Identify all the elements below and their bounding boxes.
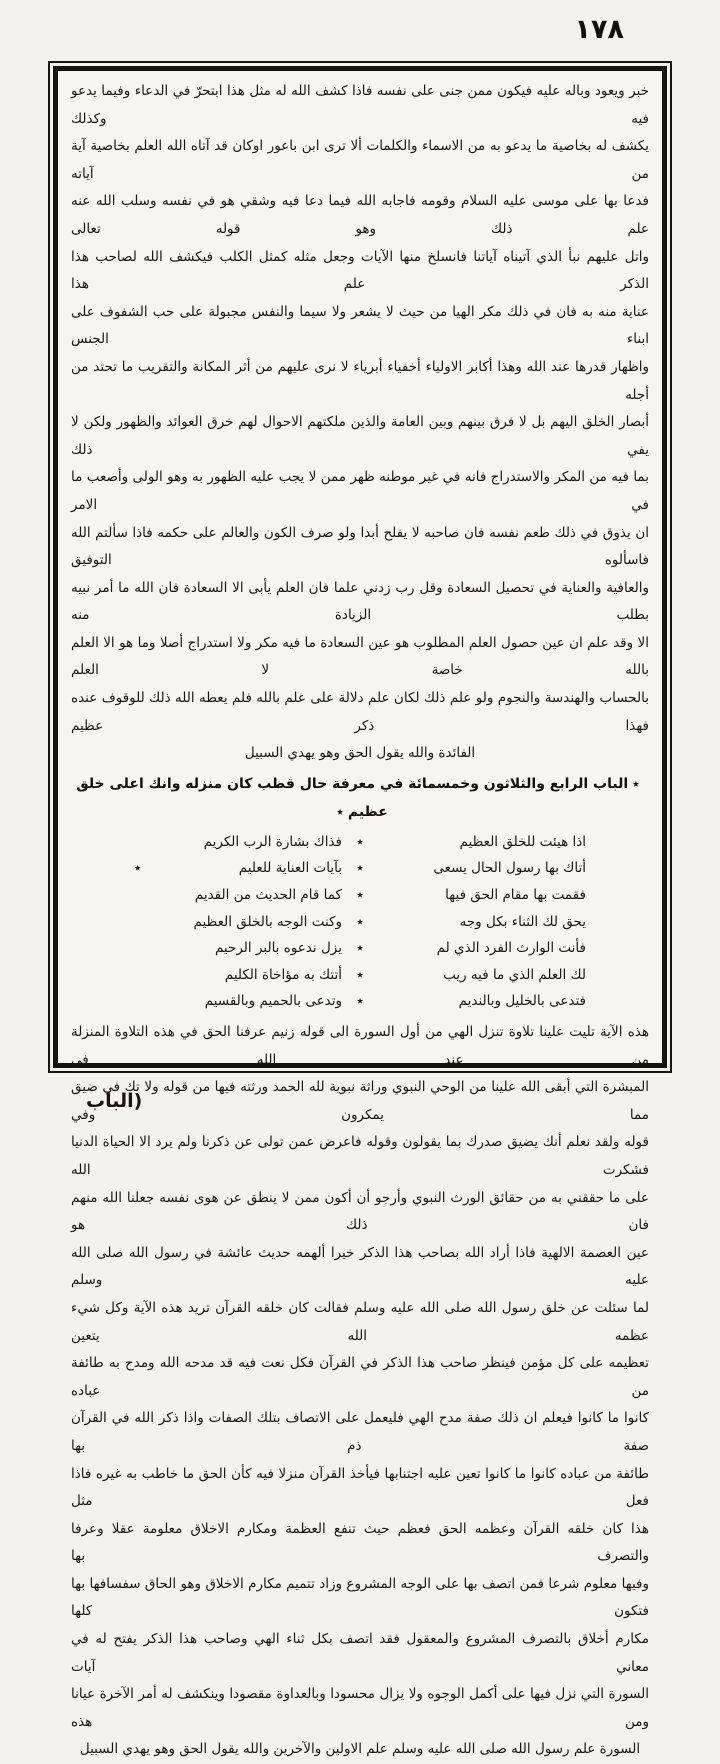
text-line: السورة التي نزل فيها على أكمل الوجوه ولا يزال محسودا وبالعداوة مقصودا وينكشف له أمر الآخرة عيانا ومن هذه — [71, 1686, 649, 1730]
verse-second-hemistich — [134, 988, 342, 1015]
text-line: قوله ولقد نعلم أنك يضيق صدرك بما يقولون وقوله فاعرض عمن تولى عن ذكرنا ولم يرد الا الحياة الدنيا فشكرت الله — [71, 1134, 649, 1178]
chapter-heading-text: الباب الرابع والثلاثون وخمسمائة في معرفة حال قطب كان منزله وانك اعلى خلق عظيم — [76, 775, 629, 820]
verse-first-hemistich: أتاك بها رسول الحال يسعى — [433, 860, 586, 877]
text-line: لما سئلت عن خلق رسول الله صلى الله عليه وسلم فقالت كان خلقه القرآن تريد هذه الآية وكل شيء عظمه الله يتعين — [71, 1299, 649, 1344]
verse-separator-ornament: ٭ — [356, 860, 364, 877]
paragraph-2 — [71, 1019, 649, 1736]
text-line: الا وقد علم ان عين حصول العلم المطلوب هو عين السعادة ما فيه مكر ولا استدراج أصلا وما هو الا العلم بالله خاصة لا العلم — [71, 634, 649, 679]
text-line: أبصار الخلق اليهم بل لا فرق بينهم وبين العامة والذين ملكتهم الاحوال لهم خرق العوائد والظهور ولكن لا يفي ذلك — [71, 414, 649, 458]
text-line: خبر ويعود وباله عليه فيكون ممن جنى على نفسه فاذا كشف الله له مثل هذا ابتحرّ في الدعاء وفيما يدعو فيه وكذلك — [71, 83, 649, 127]
verse-separator-ornament: ٭ — [356, 887, 364, 904]
verse-second-text: كما قام الحديث من القديم — [194, 887, 342, 904]
poem-verse — [134, 962, 586, 989]
verse-second-hemistich — [134, 962, 342, 989]
verse-second-hemistich — [134, 829, 342, 856]
text-line: بما فيه من المكر والاستدراج فانه في غير موطنه ظهر ممن لا يجب عليه الظهور به وهو الولى وأصعب ما في الامر — [71, 469, 649, 513]
paragraph-2-last-line: السورة علم رسول الله صلى الله عليه وسلم علم الاولين والآخرين والله يقول الحق وهو يهدي السبيل — [79, 1741, 641, 1758]
text-line: مكارم أخلاق بالتصرف المشروع والمعقول فقد اتصف بكل ثناء الهي وصاحب هذا الذكر يفتح له في معاني آيات — [71, 1631, 649, 1675]
text-line: وفيها معلوم شرعا فمن اتصف بها على الوجه المشروع وزاد تتميم مكارم الاخلاق وهو الحاق سفسافها بها فتكون كلها — [71, 1575, 649, 1620]
poem-verse — [134, 829, 586, 856]
verse-second-text: يزل ندعوه بالبر الرحيم — [214, 940, 342, 957]
poem-verse — [134, 855, 586, 882]
text-line: تعظيمه على كل مؤمن فينظر صاحب هذا الذكر في القرآن فكل نعت فيه قد مدحه الله ومدح به طائفة من عباده — [71, 1355, 649, 1399]
verse-second-text: فذاك بشارة الرب الكريم — [203, 833, 342, 850]
text-line: هذه الآية تليت علينا تلاوة تنزل الهي من أول السورة الى قوله زنيم عرفنا الحق في هذه التلاوة المنزلة من عند الله في — [71, 1024, 649, 1068]
text-line: المبشرة التي أبقى الله علينا من الوحي النبوي وراثة نبوية لله الحمد ورثته فيها من قوله ولا تك في ضيق مما يمكرون وفي — [71, 1079, 649, 1123]
verse-separator-ornament: ٭ — [356, 993, 364, 1010]
poem-verse — [134, 909, 586, 936]
verse-second-text: وكنت الوجه بالخلق العظيم — [193, 913, 342, 930]
verse-second-hemistich — [134, 855, 342, 882]
paragraph-1-last-line: الفائدة والله يقول الحق وهو يهدي السبيل — [244, 745, 476, 762]
text-line: ان يذوق في ذلك طعم نفسه فان صاحبه لا يفلح أبدا ولو صرف الكون والعالم على حكمه فاذا سألتم الله فاسألوه التوفيق — [71, 524, 649, 569]
verse-second-text: بآيات العناية للعليم — [238, 860, 342, 877]
verse-second-text: أتتك به مؤاخاة الكليم — [224, 966, 342, 983]
verse-second-hemistich — [134, 882, 342, 909]
text-line: فدعا بها على موسى عليه السلام وقومه فاجابه الله فيما دعا فيه وشقي هو في نفسه وسلب الله عنه علم ذلك وهو قوله تعالى — [71, 193, 649, 237]
text-line: على ما حققني به من حقائق الورث النبوي وأرجو أن أكون ممن لا ينطق عن هوى نفسه جعلنا الله منهم فان ذلك هو — [71, 1189, 649, 1234]
text-line: عين العصمة الالهية فاذا أراد الله بصاحب هذا الذكر خيرا ألهمه حديث عائشة في رسول الله صلى الله عليه وسلم — [71, 1244, 649, 1289]
verse-first-hemistich: فتدعى بالخليل وبالنديم — [458, 993, 586, 1010]
paragraph-1 — [71, 78, 649, 740]
verse-second-hemistich — [134, 935, 342, 962]
heading-ornament-left: ٭ — [336, 803, 344, 820]
verse-separator-ornament: ٭ — [356, 913, 364, 930]
verse-end-ornament: ٭ — [134, 860, 142, 877]
verse-first-hemistich: لك العلم الذي ما فيه ريب — [443, 966, 586, 983]
verse-separator-ornament: ٭ — [356, 940, 364, 957]
verse-first-hemistich: فأنت الوارث الفرد الذي لم — [436, 940, 586, 957]
verse-first-hemistich: يحق لك الثناء بكل وجه — [459, 913, 586, 930]
text-line: كانوا ما كانوا فيعلم ان ذلك صفة مدح الهي فليعمل على الاتصاف بتلك الصفات واذا ذكر الله في القرآن صفة ذم بها — [71, 1410, 649, 1454]
poem-verse — [134, 935, 586, 962]
verse-separator-ornament: ٭ — [356, 966, 364, 983]
verse-first-hemistich: فقمت بها مقام الحق فيها — [445, 887, 586, 904]
text-line: واتل عليهم نبأ الذي آتيناه آياتنا فانسلخ منها الآيات وجعل مثله كمثل الكلب فيكشف الله لصاحب هذا الذكر علم هذا — [71, 248, 649, 293]
text-line: بالحساب والهندسة والنجوم ولو علم ذلك لكان علم دلالة على علم بالله فلم يعطه الله ذلك للوقوف عنده فهذا ذكر عظيم — [71, 690, 649, 734]
heading-ornament-right: ٭ — [632, 775, 640, 792]
page-number: ١٧٨ — [574, 14, 624, 45]
verse-first-hemistich: اذا هيئت للخلق العظيم — [459, 833, 586, 850]
poem — [134, 829, 586, 1015]
poem-verse — [134, 882, 586, 909]
chapter-heading — [71, 770, 649, 826]
text-line: طائفة من عباده كانوا ما كانوا تعين عليه اجتنابها فيأخذ القرآن منزلا فيه كأن الحق ما خاطب به غيره فاذا فعل مثل — [71, 1465, 649, 1510]
text-line: عناية منه به فان في ذلك مكر الهيا من حيث لا يشعر ولا سيما والنفس مجبولة على حب الشفوف على ابناء الجنس — [71, 303, 649, 348]
text-line: هذا كان خلقه القرآن وعظمه الحق فعظم حيث تنفع العظمة ومكارم الاخلاق معلومة عقلا وعرفا والتصرف بها — [71, 1520, 649, 1565]
text-frame — [53, 66, 667, 1758]
verse-separator-ornament: ٭ — [356, 833, 364, 850]
poem-verse — [134, 988, 586, 1015]
verse-second-hemistich — [134, 909, 342, 936]
text-line: يكشف له بخاصية ما يدعو به من الاسماء والكلمات ألا ترى ابن باعور اوكان قد آتاه الله العلم بخاصية آية من آياته — [71, 138, 649, 182]
catchword: (الباب — [86, 1090, 143, 1112]
text-line: واظهار قدرها عند الله وهذا أكابر الاولياء أخفياء أبرياء لا نرى عليهم من أثر المكانة والتقريب ما تحتد من أجله — [71, 358, 649, 403]
verse-second-text: وتدعى بالحميم وبالقسيم — [204, 993, 342, 1010]
text-line: والعافية والعناية في تحصيل السعادة وقل رب زدني علما فان العلم يأبى الا السعادة فان الله ما أمر نبيه بطلب الزيادة منه — [71, 579, 649, 624]
